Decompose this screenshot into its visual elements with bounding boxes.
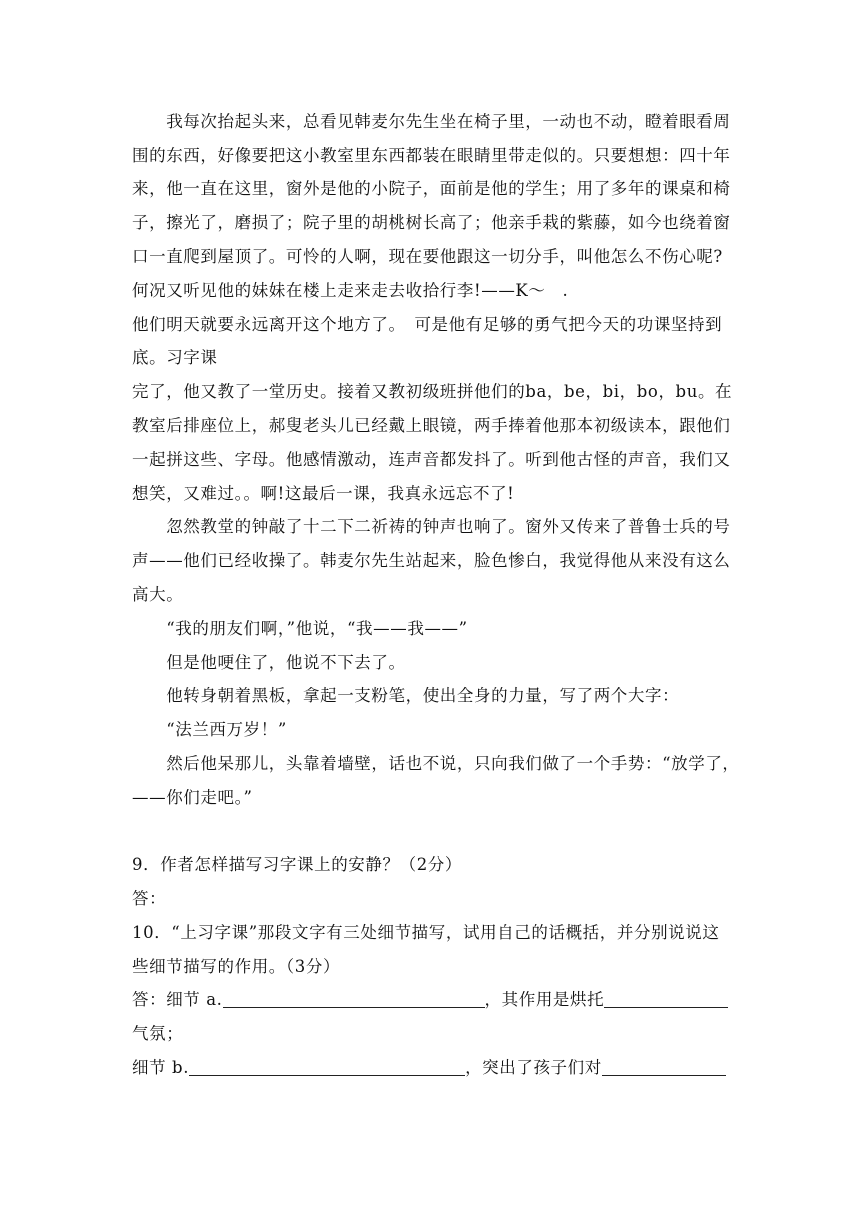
children-attitude-blank[interactable] xyxy=(602,1057,726,1076)
question-10-line-1: 10．“上习字课”那段文字有三处细节描写，试用自己的话概括，并分别说说这 xyxy=(132,923,720,942)
detail-a-end: 气氛； xyxy=(132,1024,184,1043)
detail-a-row xyxy=(132,989,728,1011)
detail-b-prefix: 细节 b. xyxy=(132,1058,190,1077)
question-9-answer-label: 答： xyxy=(132,889,167,908)
passage-line: 围的东西，好像要把这小教室里东西都装在眼睛里带走似的。只要想想：四十年 xyxy=(132,146,731,165)
passage-line: 然后他呆那儿，头靠着墙壁，话也不说，只向我们做了一个手势：“放学了， xyxy=(132,754,740,773)
passage-line: 声——他们已经收操了。韩麦尔先生站起来，脸色惨白，我觉得他从来没有这么 xyxy=(132,551,731,570)
passage-line: 想笑，又难过。。啊!这最后一课，我真永远忘不了! xyxy=(132,484,515,503)
passage-line: 但是他哽住了，他说不下去了。 xyxy=(132,653,406,672)
passage-line: 来，他一直在这里，窗外是他的小院子，面前是他的学生；用了多年的课桌和椅 xyxy=(132,179,731,198)
detail-a-blank[interactable] xyxy=(223,989,485,1008)
question-10-line-2: 些细节描写的作用。（3分） xyxy=(132,957,341,976)
passage-line: 一起拼这些、字母。他感情激动，连声音都发抖了。听到他古怪的声音，我们又 xyxy=(132,450,731,469)
passage-line: 子，擦光了，磨损了；院子里的胡桃树长高了；他亲手栽的紫藤，如今也绕着窗 xyxy=(132,213,731,232)
passage-line: 教室后排座位上，郝叟老头儿已经戴上眼镜，两手捧着他那本初级读本，跟他们 xyxy=(132,416,731,435)
passage-line: 忽然教堂的钟敲了十二下二祈祷的钟声也响了。窗外又传来了普鲁士兵的号 xyxy=(132,517,731,536)
detail-b-mid: ，突出了孩子们对 xyxy=(465,1058,602,1077)
detail-a-prefix: 答：细节 a. xyxy=(132,990,223,1009)
passage-line: 底。习字课 xyxy=(132,348,218,367)
passage-line: 口一直爬到屋顶了。可怜的人啊，现在要他跟这一切分手，叫他怎么不伤心呢? xyxy=(132,247,723,266)
detail-b-row xyxy=(132,1057,726,1079)
atmosphere-blank[interactable] xyxy=(604,989,728,1008)
passage-line: 完了，他又教了一堂历史。接着又教初级班拼他们的ba，be，bi，bo，bu。在 xyxy=(132,382,733,401)
passage-line: 我每次抬起头来，总看见韩麦尔先生坐在椅子里，一动也不动，瞪着眼看周 xyxy=(132,112,731,131)
passage-line: ——你们走吧。” xyxy=(132,788,253,807)
detail-a-mid: ，其作用是烘托 xyxy=(484,990,605,1009)
detail-b-blank[interactable] xyxy=(189,1057,465,1076)
passage-line: 何况又听见他的妹妹在楼上走来走去收拾行李!——K～ . xyxy=(132,281,569,300)
passage-line: 高大。 xyxy=(132,585,184,604)
passage-line: 他们明天就要永远离开这个地方了。 可是他有足够的勇气把今天的功课坚持到 xyxy=(132,315,723,334)
passage-line: “我的朋友们啊，”他说，“我——我——” xyxy=(132,619,468,638)
question-9: 9．作者怎样描写习字课上的安静？（2分） xyxy=(132,855,462,874)
passage-line: 他转身朝着黑板，拿起一支粉笔，使出全身的力量，写了两个大字： xyxy=(132,686,680,705)
passage-line: “法兰西万岁！” xyxy=(132,720,287,739)
